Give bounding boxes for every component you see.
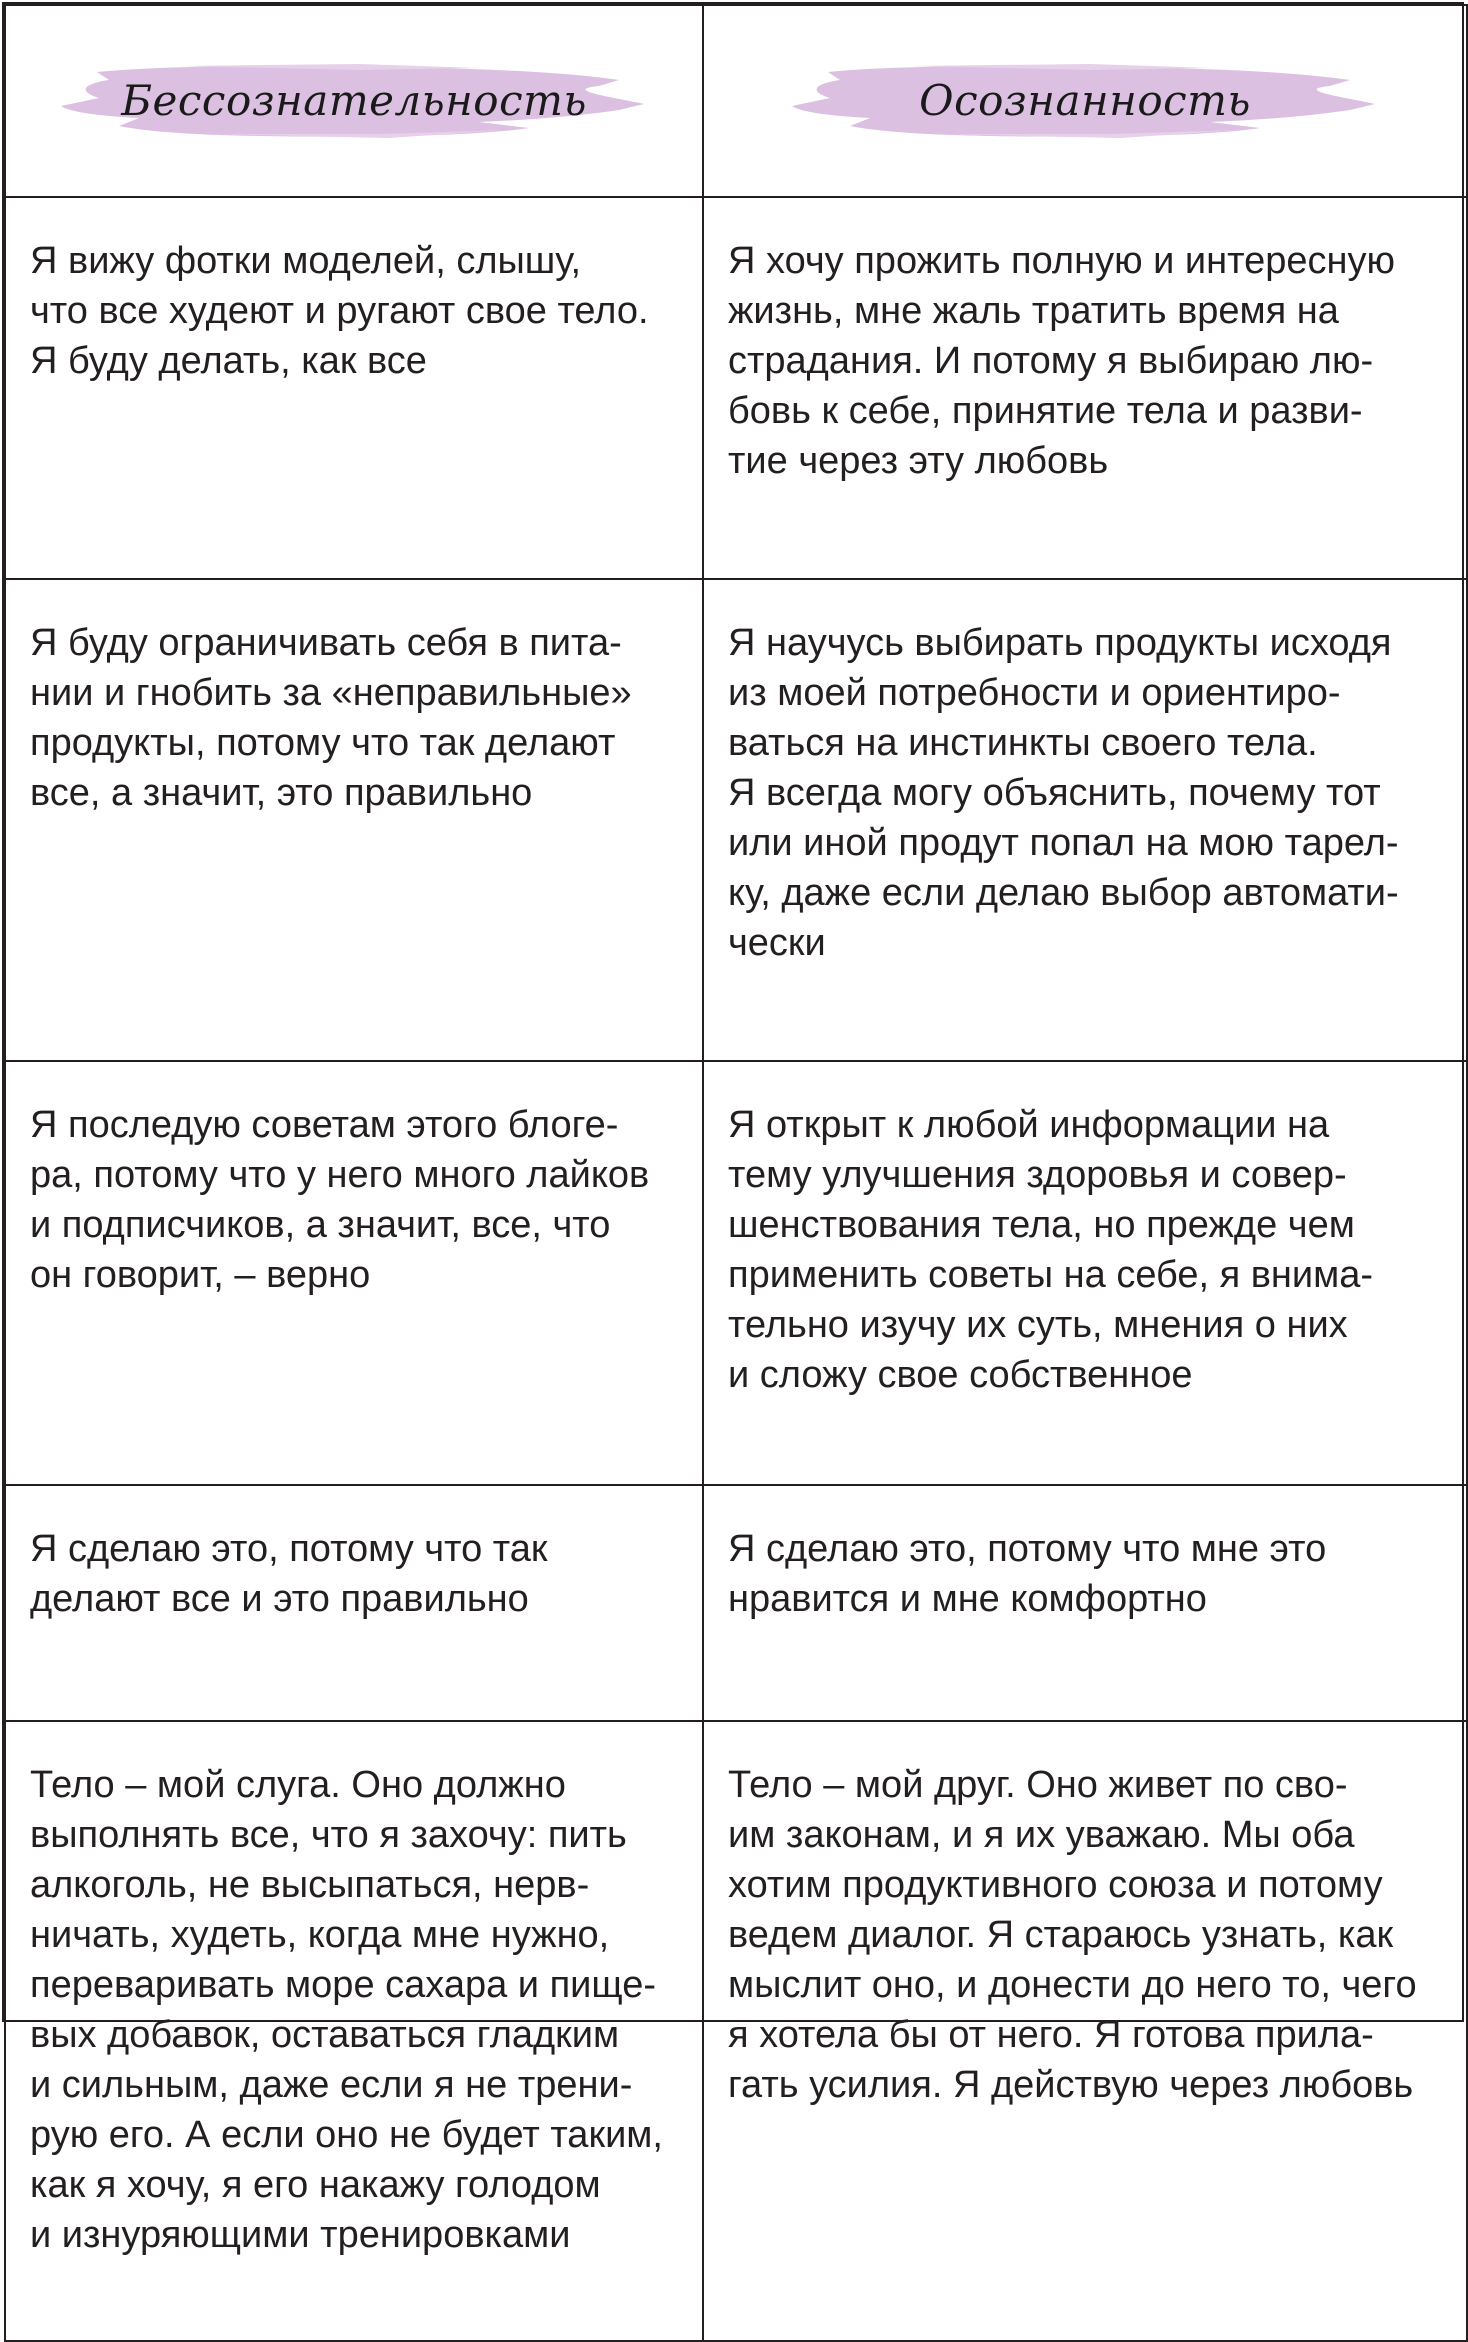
header-cell-left <box>5 5 703 197</box>
header-row <box>5 5 1467 197</box>
cell-conscious <box>703 197 1467 579</box>
cell-unconscious <box>5 197 703 579</box>
brush-stroke-right <box>790 56 1380 146</box>
cell-text: Тело – мой слуга. Оно должно выполнять все, что я захочу: пить алкоголь, не высыпаться, нерв- ничать, худеть, когда мне нужно, переваривать море сахара и пище- вых добавок, оставаться гладким и сильным, даже если я не трени- рую его. А если оно не будет таким, как я хочу, я его накажу голодом и изнуряющими тренировками <box>30 1764 663 2256</box>
cell-text: Я сделаю это, потому что так делают все и это правильно <box>30 1528 548 1620</box>
cell-text: Я последую советам этого блоге- ра, потому что у него много лайков и подписчиков, а значит, все, что он говорит, – верно <box>30 1104 650 1296</box>
cell-conscious <box>703 1721 1467 2341</box>
table-row <box>5 1485 1467 1721</box>
header-right-label: Осознанность <box>919 76 1251 125</box>
cell-text: Тело – мой друг. Оно живет по сво- им законам, и я их уважаю. Мы оба хотим продуктивного союза и потому ведем диалог. Я стараюсь узнать, как мыслит оно, и донести до него то, чего я хотела бы от него. Я готова прила- гать усилия. Я действую через любовь <box>728 1764 1417 2106</box>
cell-unconscious <box>5 1721 703 2341</box>
cell-text: Я вижу фотки моделей, слышу, что все худеют и ругают свое тело. Я буду делать, как все <box>30 240 649 382</box>
cell-text: Я буду ограничивать себя в пита- нии и гнобить за «неправильные» продукты, потому что так делают все, а значит, это правильно <box>30 622 632 814</box>
cell-text: Я научусь выбирать продукты исходя из моей потребности и ориентиро- ваться на инстинкты своего тела. Я всегда могу объяснить, почему тот или иной продут попал на мою тарел- ку, даже если делаю выбор автомати- чески <box>728 622 1399 964</box>
cell-text: Я сделаю это, потому что мне это нравится и мне комфортно <box>728 1528 1327 1620</box>
cell-unconscious <box>5 579 703 1061</box>
cell-conscious <box>703 1485 1467 1721</box>
cell-conscious <box>703 579 1467 1061</box>
table-row <box>5 197 1467 579</box>
cell-unconscious <box>5 1061 703 1485</box>
comparison-grid <box>4 4 1468 2342</box>
brush-stroke-left <box>59 56 649 146</box>
comparison-table <box>2 2 1464 2256</box>
header-cell-right <box>703 5 1467 197</box>
cell-unconscious <box>5 1485 703 1721</box>
header-left-label: Бессознательность <box>121 76 587 125</box>
cell-text: Я открыт к любой информации на тему улучшения здоровья и совер- шенствования тела, но прежде чем применить советы на себе, я внима- тельно изучу их суть, мнения о них и сложу свое собственное <box>728 1104 1374 1396</box>
cell-conscious <box>703 1061 1467 1485</box>
table-row <box>5 579 1467 1061</box>
cell-text: Я хочу прожить полную и интересную жизнь, мне жаль тратить время на страдания. И потому я выбираю лю- бовь к себе, принятие тела и разви- тие через эту любовь <box>728 240 1396 482</box>
table-row <box>5 1061 1467 1485</box>
table-row <box>5 1721 1467 2341</box>
